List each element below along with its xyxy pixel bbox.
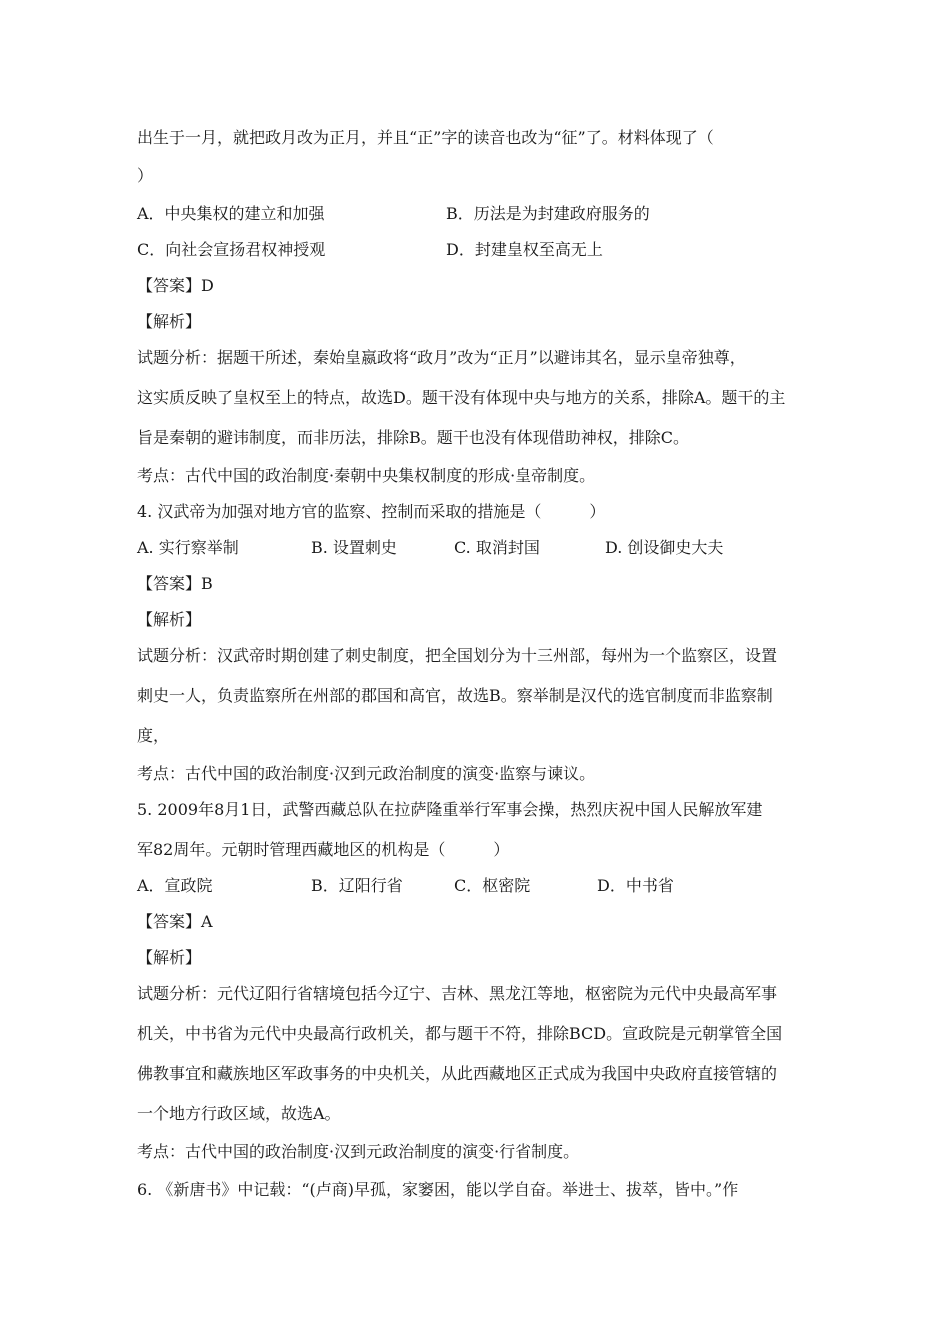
q5-analysis-line-2: 机关，中书省为元代中央最高行政机关，都与题干不符，排除BCD。宣政院是元朝掌管全国 [137, 1024, 783, 1043]
q3-stem-line-2: ） [137, 166, 154, 185]
q4-option-c: C. 取消封国 [454, 538, 540, 557]
q4-option-d: D. 创设御史大夫 [605, 538, 724, 557]
q4-stem: 4. 汉武帝为加强对地方官的监察、控制而采取的措施是（ ） [137, 502, 606, 521]
q3-option-d: D．封建皇权至高无上 [446, 240, 603, 259]
q3-option-c: C．向社会宣扬君权神授观 [137, 240, 326, 259]
q5-answer: 【答案】A [137, 912, 213, 931]
q5-stem-line-1: 5. 2009年8月1日，武警西藏总队在拉萨隆重举行军事会操，热烈庆祝中国人民解放军建 [137, 800, 763, 819]
q4-analysis-label: 【解析】 [137, 610, 202, 629]
q4-analysis-line-3: 度， [137, 726, 170, 745]
q3-analysis-line-1: 试题分析：据题干所述，秦始皇嬴政将“政月”改为“正月”以避讳其名，显示皇帝独尊， [137, 348, 746, 367]
q5-kaodian: 考点：古代中国的政治制度·汉到元政治制度的演变·行省制度。 [137, 1142, 580, 1161]
q4-option-a: A. 实行察举制 [137, 538, 239, 557]
q5-analysis-line-3: 佛教事宜和藏族地区军政事务的中央机关，从此西藏地区正式成为我国中央政府直接管辖的 [137, 1064, 778, 1083]
q5-analysis-label: 【解析】 [137, 948, 202, 967]
q5-option-d: D．中书省 [597, 876, 674, 895]
q3-kaodian: 考点：古代中国的政治制度·秦朝中央集权制度的形成·皇帝制度。 [137, 466, 596, 485]
q5-option-a: A．宣政院 [137, 876, 213, 895]
q5-option-c: C．枢密院 [454, 876, 531, 895]
q3-answer: 【答案】D [137, 276, 214, 295]
q4-kaodian: 考点：古代中国的政治制度·汉到元政治制度的演变·监察与谏议。 [137, 764, 596, 783]
q4-option-b: B. 设置刺史 [311, 538, 397, 557]
q5-option-b: B．辽阳行省 [311, 876, 403, 895]
q5-analysis-line-4: 一个地方行政区域，故选A。 [137, 1104, 341, 1123]
q3-stem-line-1: 出生于一月，就把政月改为正月，并且“正”字的读音也改为“征”了。材料体现了（ [137, 128, 714, 147]
q3-analysis-label: 【解析】 [137, 312, 202, 331]
q3-option-b: B．历法是为封建政府服务的 [446, 204, 650, 223]
q5-stem-line-2: 军82周年。元朝时管理西藏地区的机构是（ ） [137, 840, 510, 859]
q3-analysis-line-2: 这实质反映了皇权至上的特点，故选D。题干没有体现中央与地方的关系，排除A。题干的主 [137, 388, 786, 407]
q3-option-a: A．中央集权的建立和加强 [137, 204, 325, 223]
q3-analysis-line-3: 旨是秦朝的避讳制度，而非历法，排除B。题干也没有体现借助神权，排除C。 [137, 428, 690, 447]
q6-stem-line-1: 6. 《新唐书》中记载：“(卢商)早孤，家窭困，能以学自奋。举进士、拔萃，皆中。”作 [137, 1180, 739, 1199]
q4-analysis-line-1: 试题分析：汉武帝时期创建了刺史制度，把全国划分为十三州部，每州为一个监察区，设置 [137, 646, 778, 665]
q5-analysis-line-1: 试题分析：元代辽阳行省辖境包括今辽宁、吉林、黑龙江等地，枢密院为元代中央最高军事 [137, 984, 778, 1003]
q4-analysis-line-2: 刺史一人，负责监察所在州部的郡国和高官，故选B。察举制是汉代的选官制度而非监察制 [137, 686, 773, 705]
q4-answer: 【答案】B [137, 574, 213, 593]
